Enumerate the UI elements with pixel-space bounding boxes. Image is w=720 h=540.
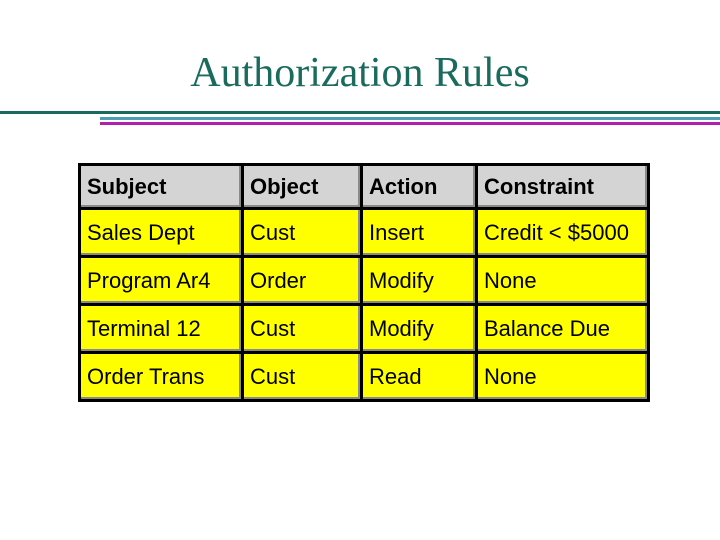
- table-header-row: [80, 165, 649, 209]
- table-cell: Sales Dept: [80, 209, 243, 257]
- table-cell: Insert: [362, 209, 477, 257]
- table-cell: None: [477, 257, 649, 305]
- table-cell: Read: [362, 353, 477, 401]
- table-cell: Order: [243, 257, 362, 305]
- table-cell: Cust: [243, 209, 362, 257]
- table-cell: Cust: [243, 305, 362, 353]
- table-row: [80, 209, 649, 257]
- column-header-action: Action: [362, 165, 477, 209]
- column-header-constraint: Constraint: [477, 165, 649, 209]
- table-cell: Program Ar4: [80, 257, 243, 305]
- table-cell: Credit < $5000: [477, 209, 649, 257]
- table-cell: None: [477, 353, 649, 401]
- slide-title: Authorization Rules: [190, 50, 530, 96]
- title-divider-line: [0, 111, 720, 114]
- column-header-object: Object: [243, 165, 362, 209]
- authorization-rules-table: [78, 163, 650, 402]
- title-divider-line: [100, 122, 720, 125]
- table-cell: Modify: [362, 305, 477, 353]
- column-header-subject: Subject: [80, 165, 243, 209]
- table-cell: Terminal 12: [80, 305, 243, 353]
- title-divider-line: [100, 117, 720, 120]
- table-cell: Cust: [243, 353, 362, 401]
- table-row: [80, 257, 649, 305]
- table-cell: Balance Due: [477, 305, 649, 353]
- table-row: [80, 353, 649, 401]
- table-row: [80, 305, 649, 353]
- table-cell: Modify: [362, 257, 477, 305]
- table-cell: Order Trans: [80, 353, 243, 401]
